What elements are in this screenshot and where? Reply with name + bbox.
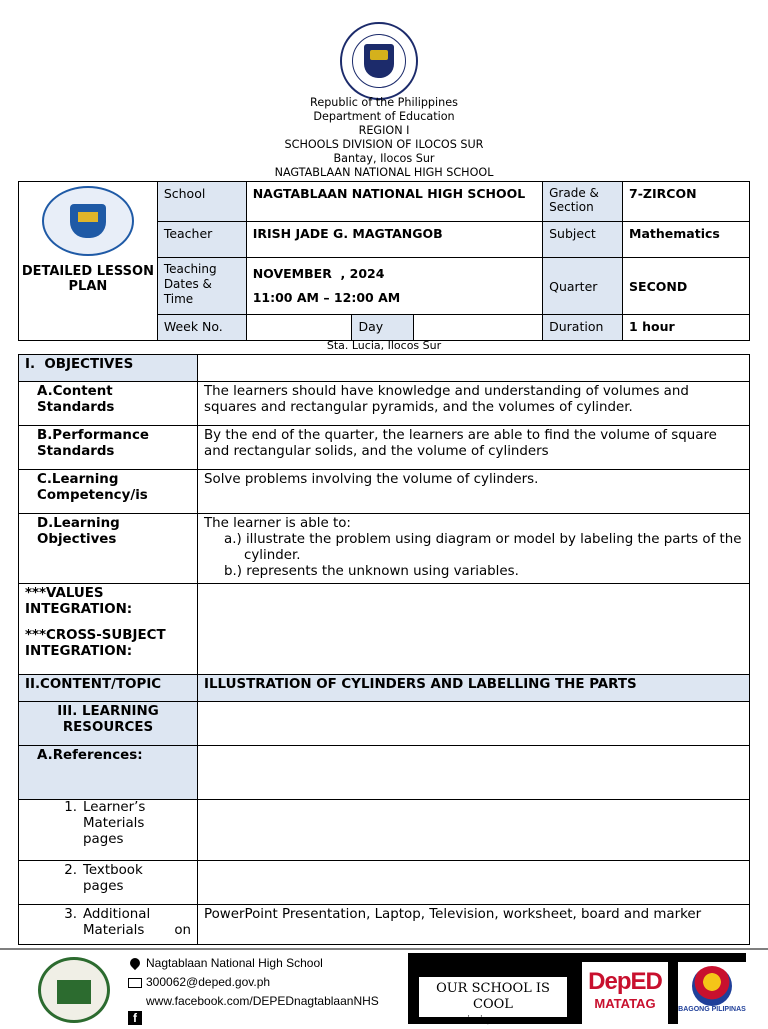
footer-school: Nagtablaan National High School <box>146 956 323 970</box>
school-value: NAGTABLAAN NATIONAL HIGH SCHOOL <box>246 182 542 222</box>
learning-resources-label: III. LEARNING RESOURCES <box>19 702 198 746</box>
bagong-pilipinas-logo <box>678 962 746 1024</box>
objective-item-a: a.) illustrate the problem using diagram or model by labeling the parts of the cylinder. <box>224 532 742 563</box>
school-label: School <box>157 182 246 222</box>
lesson-plan-table <box>18 354 750 945</box>
school-is-cool-badge <box>419 977 567 1027</box>
subject-value: Mathematics <box>623 222 750 258</box>
day-value <box>414 315 543 341</box>
teacher-value: IRISH JADE G. MAGTANGOB <box>246 222 542 258</box>
content-standards-label: A.Content Standards <box>19 382 198 426</box>
ref-num: 3. <box>64 907 77 922</box>
ref-item-2 <box>19 861 198 905</box>
performance-standards-label: B.Performance Standards <box>19 426 198 470</box>
ref-label: Textbook pages <box>83 863 143 894</box>
school-seal-logo <box>38 957 110 1023</box>
header-line: REGION I <box>358 124 410 137</box>
quarter-label: Quarter <box>543 258 623 315</box>
time-value: 11:00 AM – 12:00 AM <box>252 290 401 305</box>
ref-label: Additional Materials on <box>83 907 191 938</box>
ref-value <box>198 800 750 861</box>
location-pin-icon <box>128 957 142 971</box>
objectives-heading: I. OBJECTIVES <box>19 355 198 382</box>
competency-text: Solve problems involving the volume of cylinders. <box>198 470 750 514</box>
content-topic-label: II.CONTENT/TOPIC <box>19 675 198 702</box>
teacher-label: Teacher <box>157 222 246 258</box>
content-topic-text: ILLUSTRATION OF CYLINDERS AND LABELLING THE PARTS <box>198 675 750 702</box>
objective-item-b: b.) represents the unknown using variables. <box>224 564 519 579</box>
objectives-intro: The learner is able to: <box>204 516 351 531</box>
competency-label: C.Learning Competency/is <box>19 470 198 514</box>
week-value <box>246 315 352 341</box>
footer-email[interactable]: 300062@deped.gov.ph <box>146 975 271 989</box>
duration-label: Duration <box>543 315 623 341</box>
values-integration-label: ***VALUES INTEGRATION: <box>25 586 133 617</box>
header-line: NAGTABLAAN NATIONAL HIGH SCHOOL <box>274 166 494 179</box>
footer-facebook[interactable]: www.facebook.com/DEPEDnagtablaanNHS <box>146 994 379 1008</box>
content-standards-text: The learners should have knowledge and understanding of volumes and squares and rectangular pyramids, and the volumes of cylinder. <box>198 382 750 426</box>
ref-num: 1. <box>64 800 77 815</box>
integration-blank <box>198 584 750 675</box>
bagong-pilipinas-emblem <box>692 966 732 1006</box>
references-blank <box>198 746 750 800</box>
references-label: A.References: <box>19 746 198 800</box>
mail-icon <box>128 976 142 990</box>
header-line: Department of Education <box>313 110 455 123</box>
learning-objectives-cell <box>198 514 750 584</box>
resources-blank <box>198 702 750 746</box>
letterhead <box>0 96 768 180</box>
dll-logo-cell <box>19 182 158 341</box>
ref-value <box>198 861 750 905</box>
ref-value: PowerPoint Presentation, Laptop, Television, worksheet, board and marker <box>198 905 750 945</box>
footer-divider <box>0 948 768 950</box>
cross-subject-label: ***CROSS-SUBJECT INTEGRATION: <box>25 628 166 659</box>
header-line: Republic of the Philippines <box>310 96 458 109</box>
lesson-info-table <box>18 181 750 341</box>
objectives-blank <box>198 355 750 382</box>
grade-label: Grade & Section <box>543 182 623 222</box>
ref-item-3 <box>19 905 198 945</box>
quarter-value: SECOND <box>623 258 750 315</box>
objective-item <box>204 532 743 580</box>
dates-value: NOVEMBER , 2024 <box>252 266 385 281</box>
day-label: Day <box>352 315 414 341</box>
location-text: Sta. Lucia, Ilocos Sur <box>326 339 442 352</box>
grade-value: 7-ZIRCON <box>623 182 750 222</box>
dates-cell <box>246 258 542 315</box>
cool-line-1: OUR SCHOOL IS COOL <box>436 981 550 1012</box>
contact-info <box>128 954 379 1025</box>
ref-label: Learner’s Materials pages <box>83 800 146 847</box>
deped-wordmark: DepED <box>588 968 662 995</box>
performance-standards-text: By the end of the quarter, the learners are able to find the volume of square and rectangular solids, and the volume of cylinders <box>198 426 750 470</box>
ref-item-1 <box>19 800 198 861</box>
header-line: SCHOOLS DIVISION OF ILOCOS SUR <box>284 138 484 151</box>
bagong-pilipinas-text: BAGONG PILIPINAS <box>678 1006 746 1013</box>
duration-value: 1 hour <box>623 315 750 341</box>
week-label: Week No. <box>157 315 246 341</box>
matatag-wordmark: MATATAG <box>594 996 656 1011</box>
document-title: DETAILED LESSON PLAN <box>21 264 154 294</box>
subject-label: Subject <box>543 222 623 258</box>
learning-objectives-label: D.Learning Objectives <box>19 514 198 584</box>
deped-seal-logo <box>340 22 418 100</box>
deped-seal-logo <box>42 186 134 256</box>
facebook-icon[interactable]: f <box>128 1011 142 1025</box>
header-line: Bantay, Ilocos Sur <box>333 152 435 165</box>
ref-num: 2. <box>64 863 77 878</box>
integration-cell <box>19 584 198 675</box>
deped-matatag-logo <box>582 962 668 1024</box>
dates-label: Teaching Dates & Time <box>157 258 246 315</box>
cool-line-2: ᜊᜒ ᜆᜒᜅ ᜑᜎ <box>463 1014 523 1027</box>
